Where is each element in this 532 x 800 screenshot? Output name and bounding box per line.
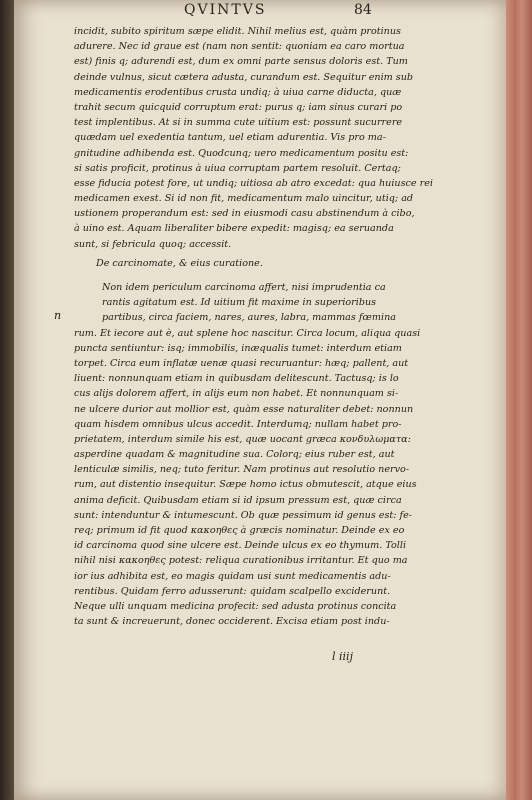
text-line: anima deficit. Quibusdam etiam si id ipsum pressum est, quæ circa [74,494,402,506]
text-line: gnitudine adhibenda est. Quodcunq; uero medicamentum positu est: [74,147,409,159]
text-line: torpet. Circa eum inflatæ uenæ quasi recuruantur: hæq; pallent, aut [74,357,409,369]
text-line: deinde vulnus, sicut cætera adusta, curandum est. Sequitur enim sub [74,71,414,83]
text-line: si satis proficit, protinus à uiua corruptam partem resoluit. Certaq; [74,162,401,174]
text-line: partibus, circa faciem, nares, aures, labra, mammas fœmina [102,312,396,324]
spacer [74,271,404,280]
text-line: ustionem properandum est: sed in eiusmodi casu abstinendum à cibo, [74,208,415,220]
text-line: prietatem, interdum simile his est, quæ uocant græca κονδυλωματα: [74,433,411,445]
book-page [14,0,506,800]
text-line: ior ius adhibita est, eo magis quidam usi sunt medicamentis adu- [74,570,391,582]
book-gutter [0,0,14,800]
text-line: à uino est. Aquam liberaliter bibere expedit: magisq; ea seruanda [74,223,394,235]
text-line: Non idem periculum carcinoma affert, nisi imprudentia ca [102,282,386,293]
section-heading: De carcinomate, & eius curatione. [96,257,263,269]
page-header [84,2,404,22]
text-line: asperdine quadam & magnitudine sua. Colorq; eius ruber est, aut [74,449,395,461]
text-line: medicamen exest. Si id non fit, medicamentum malo uincitur, utiq; ad [74,193,414,205]
text-line: cus alijs dolorem affert, in alijs eum non habet. Et nonnunquam si- [74,388,399,400]
text-line: ta sunt & increuerunt, donec occiderent. Excisa etiam post indu- [74,616,390,628]
text-line: req; primum id fit quod κακοηθες à græcis nominatur. Deinde ex eo [74,525,405,536]
page-number: 84 [354,2,372,18]
text-line: puncta sentiuntur: isq; immobilis, inæqualis tumet: interdum etiam [74,342,402,354]
margin-note: n [54,309,62,322]
text-line: liuent: nonnunquam etiam in quibusdam delitescunt. Tactusq; is lo [74,373,399,385]
text-line: nihil nisi κακοηθες potest: reliqua curationibus irritantur. Et quo ma [74,555,408,567]
signature-mark: l iiij [332,650,353,663]
text-line: rantis agitatum est. Id uitium fit maxime in superioribus [102,297,377,309]
text-line: Neque ulli unquam medicina profecit: sed adusta protinus concita [74,600,397,612]
text-line: quædam uel exedentia tantum, uel etiam adurentia. Vis pro ma- [74,132,386,144]
text-line: rum, aut distentio insequitur. Sæpe homo ictus obmutescit, atque eius [74,479,417,491]
text-line: lenticulæ similis, neq; tuto feritur. Nam protinus aut resolutio nervo- [74,464,410,476]
running-title: QVINTVS [184,2,267,18]
text-line: rentibus. Quidam ferro adusserunt: quidam scalpello exciderunt. [74,585,391,597]
body-text [74,24,433,629]
text-line: sunt, si febricula quoq; accessit. [74,238,232,250]
text-line: adurere. Nec id graue est (nam non sentit: quoniam ea caro mortua [74,41,405,53]
text-line: medicamentis erodentibus crusta undiq; à uiua carne diducta, quæ [74,86,402,98]
page-edge [506,0,532,800]
text-line: ne ulcere durior aut mollior est, quàm esse naturaliter debet: nonnun [74,403,414,415]
text-line: esse fiducia potest fore, ut undiq; uitiosa ab atro excedat: qua huiusce rei [74,177,433,189]
text-line: quam hisdem omnibus ulcus accedit. Interdumq; nullam habet pro- [74,418,402,430]
text-line: incidit, subito spiritum sæpe elidit. Nihil melius est, quàm protinus [74,26,401,37]
text-line: rum. Et iecore aut è, aut splene hoc nascitur. Circa locum, aliqua quasi [74,327,421,339]
text-line: sunt: intenduntur & intumescunt. Ob quæ pessimum id genus est: fe- [74,509,413,521]
text-line: est) finis q; adurendi est, dum ex omni parte sensus doloris est. Tum [74,56,408,68]
text-line: id carcinoma quod sine ulcere est. Deinde ulcus ex eo thymum. Tolli [74,540,407,552]
text-line: test implentibus. At si in summa cute uitium est: possunt sucurrere [74,117,403,129]
text-line: trahit secum quicquid corruptum erat: purus q; iam sinus curari po [74,101,403,113]
